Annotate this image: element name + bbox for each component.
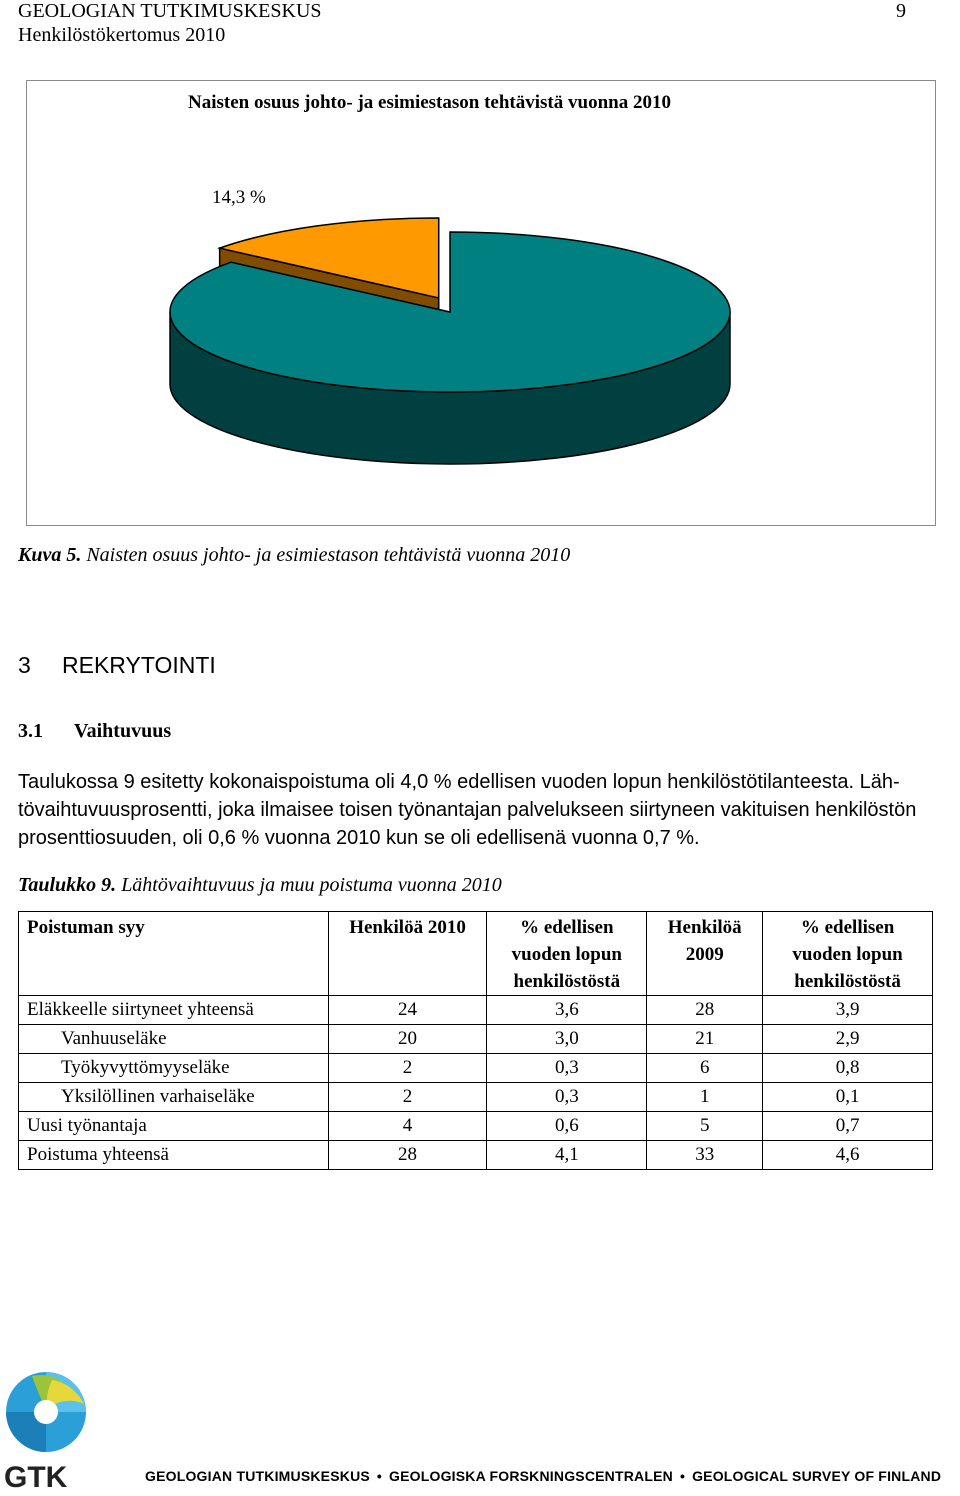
cell-pct-2010: 3,0	[487, 1025, 647, 1054]
section-number: 3	[18, 652, 31, 678]
cell-pct-2010: 3,6	[487, 996, 647, 1025]
table-row	[19, 1083, 933, 1112]
table-row	[19, 1112, 933, 1141]
cell-pct-2009: 2,9	[763, 1025, 933, 1054]
cell-pct-2010: 0,3	[487, 1054, 647, 1083]
cell-count-2009: 6	[647, 1054, 763, 1083]
footer-separator: •	[376, 1468, 383, 1484]
caption-text: Naisten osuus johto- ja esimiestason tehtävistä vuonna 2010	[81, 544, 571, 566]
cell-pct-2010: 0,3	[487, 1083, 647, 1112]
cell-pct-2010: 0,6	[487, 1112, 647, 1141]
cell-count-2010: 4	[328, 1112, 487, 1141]
table-header-row	[19, 912, 933, 996]
footer-org-fi: GEOLOGIAN TUTKIMUSKESKUS	[145, 1468, 370, 1484]
section-heading	[18, 652, 216, 679]
cell-count-2010: 2	[328, 1054, 487, 1083]
logo-text: GTK	[4, 1461, 68, 1492]
col-header-pct-2010: % edellisen vuoden lopun henkilöstöstä	[487, 912, 647, 996]
table-row	[19, 996, 933, 1025]
table-caption-text: Lähtövaihtuvuus ja muu poistuma vuonna 2010	[116, 874, 502, 896]
subsection-heading	[18, 720, 171, 743]
gtk-logo-icon	[2, 1370, 92, 1492]
cell-count-2009: 28	[647, 996, 763, 1025]
col-header-count-2009: Henkilöä 2009	[647, 912, 763, 996]
row-label: Uusi työnantaja	[19, 1112, 329, 1141]
figure-caption	[18, 544, 570, 567]
row-label: Yksilöllinen varhaiseläke	[19, 1083, 329, 1112]
row-label: Työkyvyttömyyseläke	[19, 1054, 329, 1083]
caption-prefix: Kuva 5.	[18, 544, 82, 566]
col-header-reason: Poistuman syy	[19, 912, 329, 996]
paragraph-line: prosenttiosuuden, oli 0,6 % vuonna 2010 kun se oli edellisenä vuonna 0,7 %.	[18, 827, 700, 849]
cell-count-2009: 21	[647, 1025, 763, 1054]
row-label: Poistuma yhteensä	[19, 1141, 329, 1170]
footer-org-en: GEOLOGICAL SURVEY OF FINLAND	[692, 1468, 942, 1484]
cell-pct-2009: 0,8	[763, 1054, 933, 1083]
subsection-number: 3.1	[18, 720, 43, 742]
cell-count-2010: 28	[328, 1141, 487, 1170]
row-label: Eläkkeelle siirtyneet yhteensä	[19, 996, 329, 1025]
subsection-title: Vaihtuvuus	[74, 720, 172, 742]
cell-count-2010: 2	[328, 1083, 487, 1112]
footer-org-names	[145, 1468, 941, 1484]
footer-org-sv: GEOLOGISKA FORSKNINGSCENTRALEN	[389, 1468, 673, 1484]
table-caption-prefix: Taulukko 9.	[18, 874, 117, 896]
paragraph-line: tövaihtuvuusprosentti, joka ilmaisee toisen työnantajan palvelukseen siirtyneen vakituisen henkilöstön	[18, 799, 917, 821]
cell-pct-2009: 0,7	[763, 1112, 933, 1141]
table-row	[19, 1025, 933, 1054]
slice-label: 14,3 %	[212, 187, 266, 208]
cell-count-2010: 20	[328, 1025, 487, 1054]
cell-pct-2009: 3,9	[763, 996, 933, 1025]
table-row	[19, 1054, 933, 1083]
header-report-title: Henkilöstökertomus 2010	[18, 24, 226, 46]
cell-pct-2010: 4,1	[487, 1141, 647, 1170]
cell-count-2009: 1	[647, 1083, 763, 1112]
cell-pct-2009: 0,1	[763, 1083, 933, 1112]
col-header-count-2010: Henkilöä 2010	[328, 912, 487, 996]
poistuma-table	[18, 911, 933, 1170]
section-title: REKRYTOINTI	[62, 652, 216, 678]
header-org: GEOLOGIAN TUTKIMUSKESKUS	[18, 0, 322, 22]
row-label: Vanhuuseläke	[19, 1025, 329, 1054]
footer-separator: •	[679, 1468, 686, 1484]
page-number: 9	[896, 0, 906, 22]
body-paragraph	[18, 768, 958, 852]
table-caption	[18, 874, 502, 897]
cell-count-2009: 5	[647, 1112, 763, 1141]
col-header-pct-2009: % edellisen vuoden lopun henkilöstöstä	[763, 912, 933, 996]
chart-title: Naisten osuus johto- ja esimiestason tehtävistä vuonna 2010	[188, 92, 671, 113]
paragraph-line: Taulukossa 9 esitetty kokonaispoistuma oli 4,0 % edellisen vuoden lopun henkilöstötilanteesta. Läh-	[18, 771, 900, 793]
cell-count-2010: 24	[328, 996, 487, 1025]
cell-count-2009: 33	[647, 1141, 763, 1170]
table-row	[19, 1141, 933, 1170]
pie-chart	[26, 80, 934, 524]
cell-pct-2009: 4,6	[763, 1141, 933, 1170]
